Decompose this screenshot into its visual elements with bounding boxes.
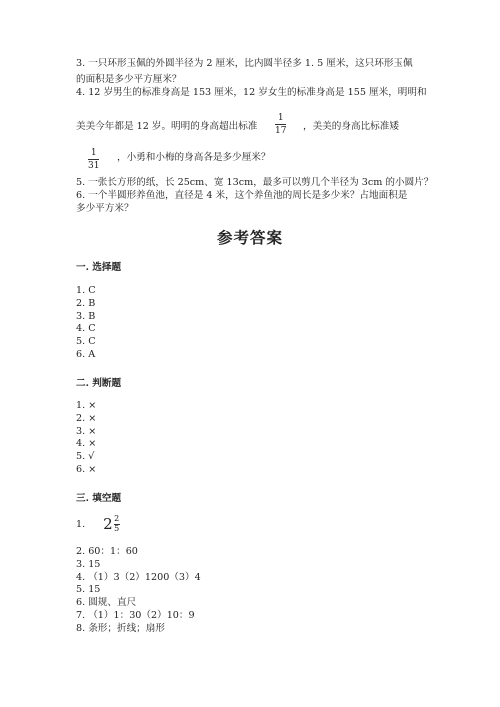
fraction-denominator: 31 — [88, 161, 100, 171]
q6-line2: 多少平方米？ — [76, 203, 134, 214]
q3-line2: 的面积是多少平方厘米？ — [76, 74, 182, 85]
list-item: 1. × — [76, 400, 97, 411]
mixed-number-fraction — [114, 515, 120, 533]
list-item: 2. B — [76, 297, 96, 309]
fraction-1-31 — [88, 148, 99, 171]
list-item: 4. C — [76, 323, 96, 335]
answer-label: 1. — [76, 518, 86, 530]
list-item: 1. C — [76, 285, 96, 296]
fraction-numerator: 2 — [114, 514, 120, 523]
fraction-denominator: 5 — [114, 524, 120, 533]
list-item: 8. 条形；折线；扇形 — [76, 622, 165, 634]
section-heading-choice: 一. 选择题 — [76, 262, 122, 273]
q4-line3: ，小勇和小梅的身高各是多少厘米？ — [117, 152, 271, 163]
q4-line1: 4. 12 岁男生的标准身高是 153 厘米，12 岁女生的标准身高是 155 厘米，明明和 — [76, 87, 427, 98]
list-item: 6. 圆规、直尺 — [76, 597, 137, 609]
fraction-numerator: 1 — [277, 113, 284, 123]
list-item: 6. × — [76, 463, 97, 475]
list-item: 2. × — [76, 412, 97, 424]
list-item: 4. （1）3（2）1200（3）4 — [76, 571, 201, 583]
fraction-denominator: 17 — [275, 126, 287, 136]
fraction-numerator: 1 — [90, 148, 97, 158]
section-heading-judgment: 二. 判断题 — [76, 378, 122, 389]
list-item: 3. 15 — [76, 558, 101, 570]
mixed-number-whole: 2 — [103, 515, 113, 533]
fraction-bar — [88, 159, 99, 160]
list-item: 6. A — [76, 348, 96, 360]
section-heading-fill: 三. 填空题 — [76, 493, 122, 504]
fraction-1-17 — [275, 113, 286, 136]
list-item: 4. × — [76, 438, 97, 450]
fill-answers-list — [76, 546, 201, 636]
list-item: 3. × — [76, 425, 97, 437]
choice-answers-list — [76, 285, 96, 362]
q3-line1: 3. 一只环形玉佩的外圆半径为 2 厘米，比内圆半径多 1. 5 厘米，这只环形玉佩 — [76, 58, 413, 69]
list-item: 3. B — [76, 310, 96, 322]
list-item: 5. C — [76, 336, 96, 348]
q6-line1: 6. 一个半圆形养鱼池，直径是 4 米，这个养鱼池的周长是多少米？占地面积是 — [76, 190, 408, 201]
fraction-bar — [275, 124, 286, 125]
fill-answer-1 — [76, 515, 120, 533]
list-item: 5. 15 — [76, 584, 101, 596]
list-item: 2. 60：1：60 — [76, 546, 138, 557]
list-item: 5. √ — [76, 451, 95, 463]
judgment-answers-list — [76, 400, 96, 477]
answers-title: 参考答案 — [216, 228, 283, 247]
list-item: 7. （1）1：30（2）10：9 — [76, 609, 195, 621]
q4-line2a: 美美今年都是 12 岁。明明的身高超出标准 — [76, 121, 258, 132]
q4-line2b: ，美美的身高比标准矮 — [303, 121, 399, 132]
q5-text: 5. 一张长方形的纸，长 25cm、宽 13cm，最多可以剪几个半径为 3cm 的小圆片？ — [76, 177, 434, 188]
